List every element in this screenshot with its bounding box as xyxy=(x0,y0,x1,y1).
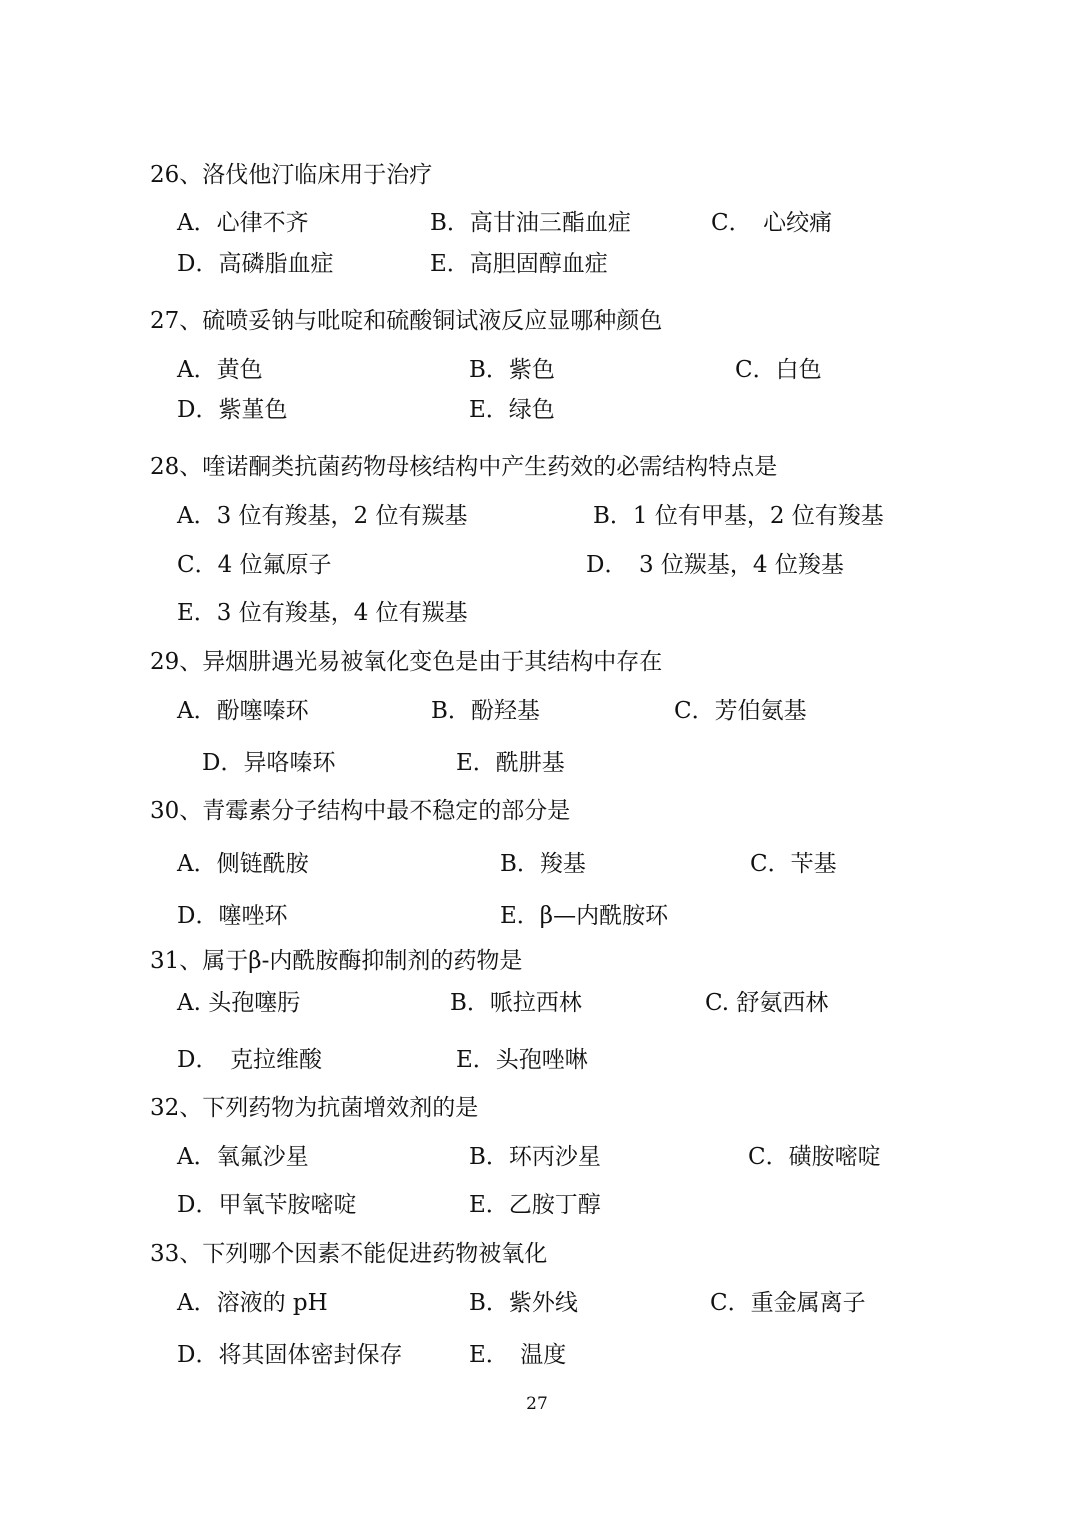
question-32-option-c: C．磺胺嘧啶 xyxy=(748,1144,881,1170)
question-26-option-d: D．高磷脂血症 xyxy=(177,251,334,277)
question-26-option-e: E．高胆固醇血症 xyxy=(430,251,608,277)
question-33-option-d: D．将其固体密封保存 xyxy=(177,1342,403,1368)
question-32-stem: 32、下列药物为抗菌增效剂的是 xyxy=(150,1095,479,1121)
question-28-option-a: A．3 位有羧基，2 位有羰基 xyxy=(177,503,468,529)
question-27-option-e: E．绿色 xyxy=(469,397,555,423)
question-31-option-b: B．哌拉西林 xyxy=(450,990,582,1016)
question-30-stem: 30、青霉素分子结构中最不稳定的部分是 xyxy=(150,798,571,824)
question-30-option-c: C．苄基 xyxy=(750,851,837,877)
question-27-stem: 27、硫喷妥钠与吡啶和硫酸铜试液反应显哪种颜色 xyxy=(150,308,663,334)
question-27-option-d: D．紫堇色 xyxy=(177,397,288,423)
question-32-option-d: D．甲氧苄胺嘧啶 xyxy=(177,1192,357,1218)
question-29-option-a: A．酚噻嗪环 xyxy=(177,698,309,724)
question-31-option-d: D． 克拉维酸 xyxy=(177,1047,322,1073)
question-32-option-a: A．氧氟沙星 xyxy=(177,1144,309,1170)
question-28-option-e: E．3 位有羧基，4 位有羰基 xyxy=(177,600,468,626)
question-29-option-b: B．酚羟基 xyxy=(431,698,540,724)
question-29-stem: 29、异烟肼遇光易被氧化变色是由于其结构中存在 xyxy=(150,649,663,675)
question-26-option-a: A．心律不齐 xyxy=(177,210,309,236)
question-32-option-b: B．环丙沙星 xyxy=(469,1144,601,1170)
question-29-option-d: D．异咯嗪环 xyxy=(202,750,336,776)
question-28-option-d: D． 3 位羰基，4 位羧基 xyxy=(586,552,844,578)
question-33-option-b: B．紫外线 xyxy=(469,1290,578,1316)
question-27-option-a: A．黄色 xyxy=(177,357,263,383)
question-32-option-e: E．乙胺丁醇 xyxy=(469,1192,601,1218)
question-33-option-a: A．溶液的 pH xyxy=(177,1290,328,1316)
question-33-stem: 33、下列哪个因素不能促进药物被氧化 xyxy=(150,1241,548,1267)
question-28-stem: 28、喹诺酮类抗菌药物母核结构中产生药效的必需结构特点是 xyxy=(150,454,778,480)
question-28-option-c: C．4 位氟原子 xyxy=(177,552,332,578)
question-33-option-c: C．重金属离子 xyxy=(710,1290,866,1316)
question-31-stem: 31、属于β-内酰胺酶抑制剂的药物是 xyxy=(150,948,523,974)
question-26-stem: 26、洛伐他汀临床用于治疗 xyxy=(150,162,433,188)
question-31-option-e: E．头孢唑啉 xyxy=(456,1047,588,1073)
question-33-option-e: E． 温度 xyxy=(469,1342,567,1368)
question-26-option-b: B．高甘油三酯血症 xyxy=(430,210,631,236)
question-30-option-b: B．羧基 xyxy=(500,851,586,877)
question-30-option-e: E．β—内酰胺环 xyxy=(500,903,669,929)
question-29-option-c: C．芳伯氨基 xyxy=(674,698,807,724)
question-30-option-a: A．侧链酰胺 xyxy=(177,851,309,877)
question-27-option-b: B．紫色 xyxy=(469,357,555,383)
question-27-option-c: C．白色 xyxy=(735,357,822,383)
question-31-option-c: C. 舒氨西林 xyxy=(705,990,829,1016)
question-28-option-b: B．1 位有甲基，2 位有羧基 xyxy=(593,503,884,529)
question-31-option-a: A. 头孢噻肟 xyxy=(177,990,301,1016)
page-number: 27 xyxy=(526,1394,548,1414)
question-26-option-c: C． 心绞痛 xyxy=(711,210,833,236)
question-30-option-d: D．噻唑环 xyxy=(177,903,288,929)
question-29-option-e: E．酰肼基 xyxy=(456,750,565,776)
